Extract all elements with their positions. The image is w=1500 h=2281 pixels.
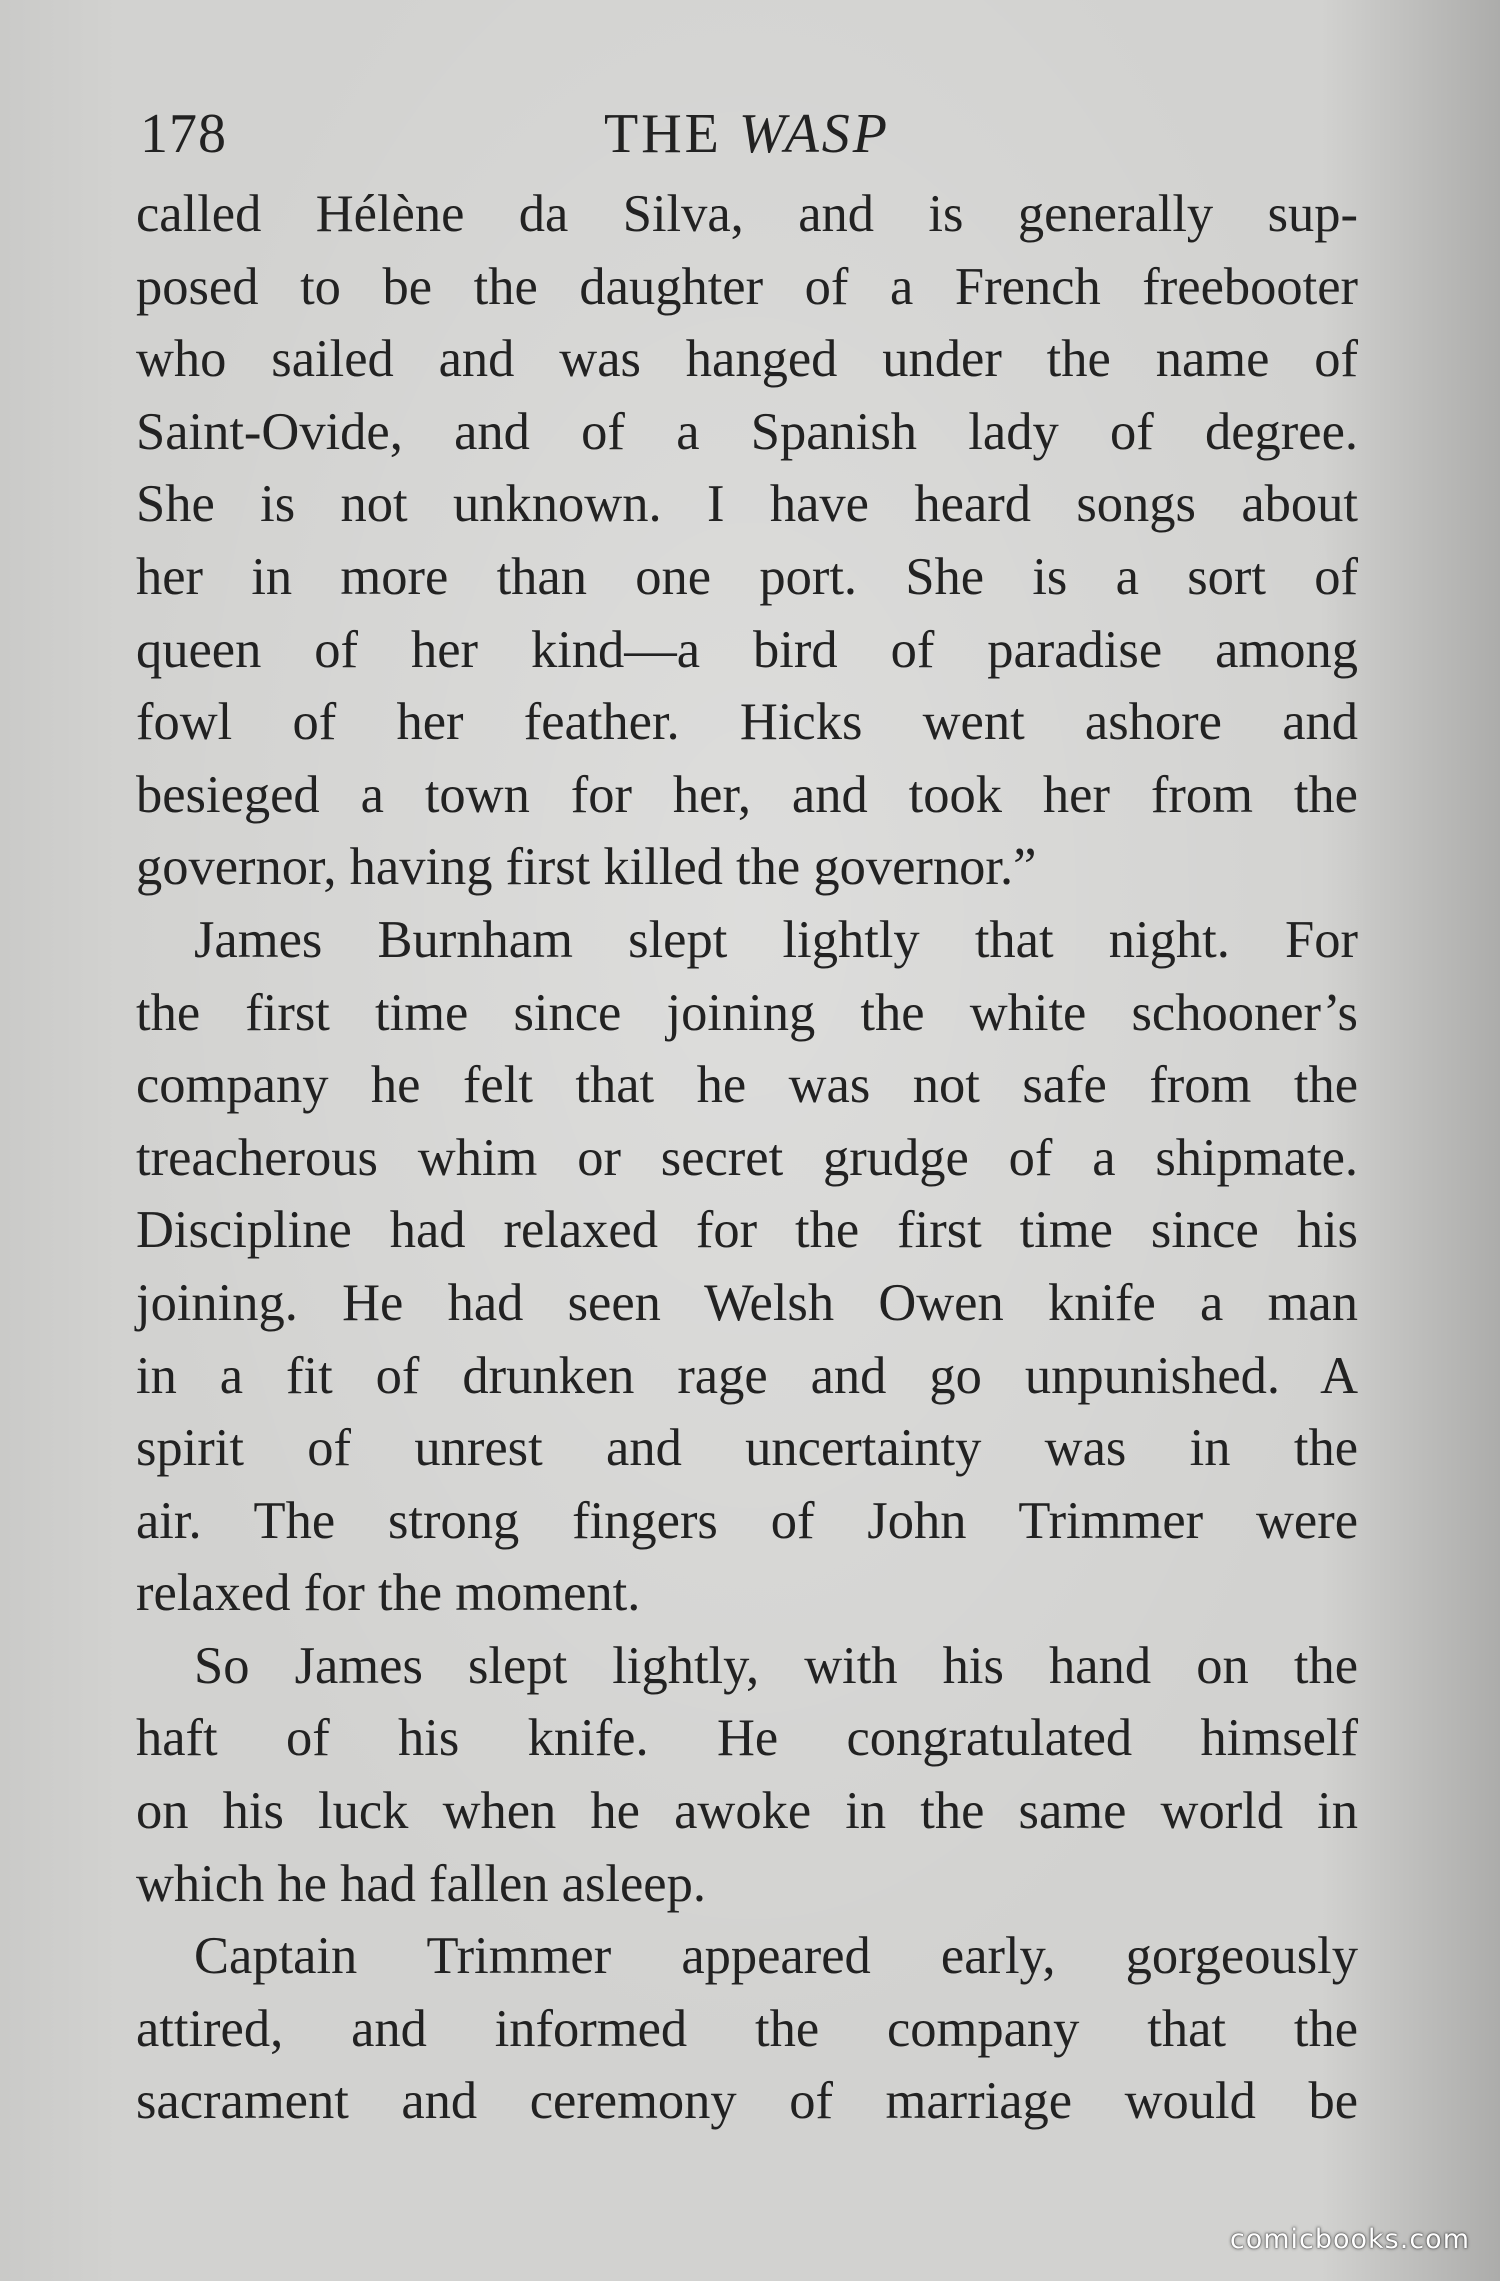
text-line: air. The strong fingers of John Trimmer were bbox=[136, 1491, 1358, 1550]
running-title bbox=[136, 96, 1358, 172]
text-line: her in more than one port. She is a sort of bbox=[136, 547, 1358, 606]
text-line: who sailed and was hanged under the name of bbox=[136, 330, 1358, 389]
text-line: attired, and informed the company that the bbox=[136, 1999, 1358, 2058]
text-line: spirit of unrest and uncertainty was in the bbox=[136, 1419, 1358, 1478]
watermark: comicbooks.com bbox=[1229, 2224, 1470, 2255]
text-line: Captain Trimmer appeared early, gorgeously bbox=[194, 1927, 1358, 1986]
text-line: besieged a town for her, and took her from the bbox=[136, 765, 1358, 824]
running-title-prefix: THE bbox=[603, 103, 739, 165]
page-header bbox=[136, 96, 1358, 172]
text-line: sacrament and ceremony of marriage would be bbox=[136, 2072, 1358, 2131]
text-line: Discipline had relaxed for the first time since his bbox=[136, 1201, 1358, 1260]
text-line: company he felt that he was not safe from the bbox=[136, 1056, 1358, 1115]
book-page bbox=[136, 96, 1358, 2138]
body-text bbox=[136, 178, 1358, 2138]
text-line: relaxed for the moment. bbox=[136, 1564, 641, 1623]
page-number: 178 bbox=[140, 103, 227, 165]
text-line: which he had fallen asleep. bbox=[136, 1854, 706, 1913]
text-line: posed to be the daughter of a French freebooter bbox=[136, 257, 1358, 316]
text-line: treacherous whim or secret grudge of a shipmate. bbox=[136, 1128, 1358, 1187]
text-line: Saint-Ovide, and of a Spanish lady of degree. bbox=[136, 402, 1358, 461]
text-line: haft of his knife. He congratulated himself bbox=[136, 1709, 1358, 1768]
text-line: the first time since joining the white schooner’s bbox=[136, 983, 1358, 1042]
text-line: joining. He had seen Welsh Owen knife a man bbox=[136, 1273, 1358, 1332]
running-title-italic: WASP bbox=[738, 103, 890, 165]
text-line: queen of her kind—a bird of paradise among bbox=[136, 620, 1358, 679]
text-line: She is not unknown. I have heard songs about bbox=[136, 475, 1358, 534]
text-line: on his luck when he awoke in the same world in bbox=[136, 1782, 1358, 1841]
text-line: fowl of her feather. Hicks went ashore and bbox=[136, 693, 1358, 752]
text-line: James Burnham slept lightly that night. For bbox=[194, 910, 1358, 969]
text-line: called Hélène da Silva, and is generally sup- bbox=[136, 185, 1358, 243]
text-line: governor, having first killed the governor.” bbox=[136, 838, 1037, 897]
text-line: So James slept lightly, with his hand on the bbox=[194, 1636, 1358, 1695]
text-line: in a fit of drunken rage and go unpunished. A bbox=[136, 1346, 1358, 1405]
